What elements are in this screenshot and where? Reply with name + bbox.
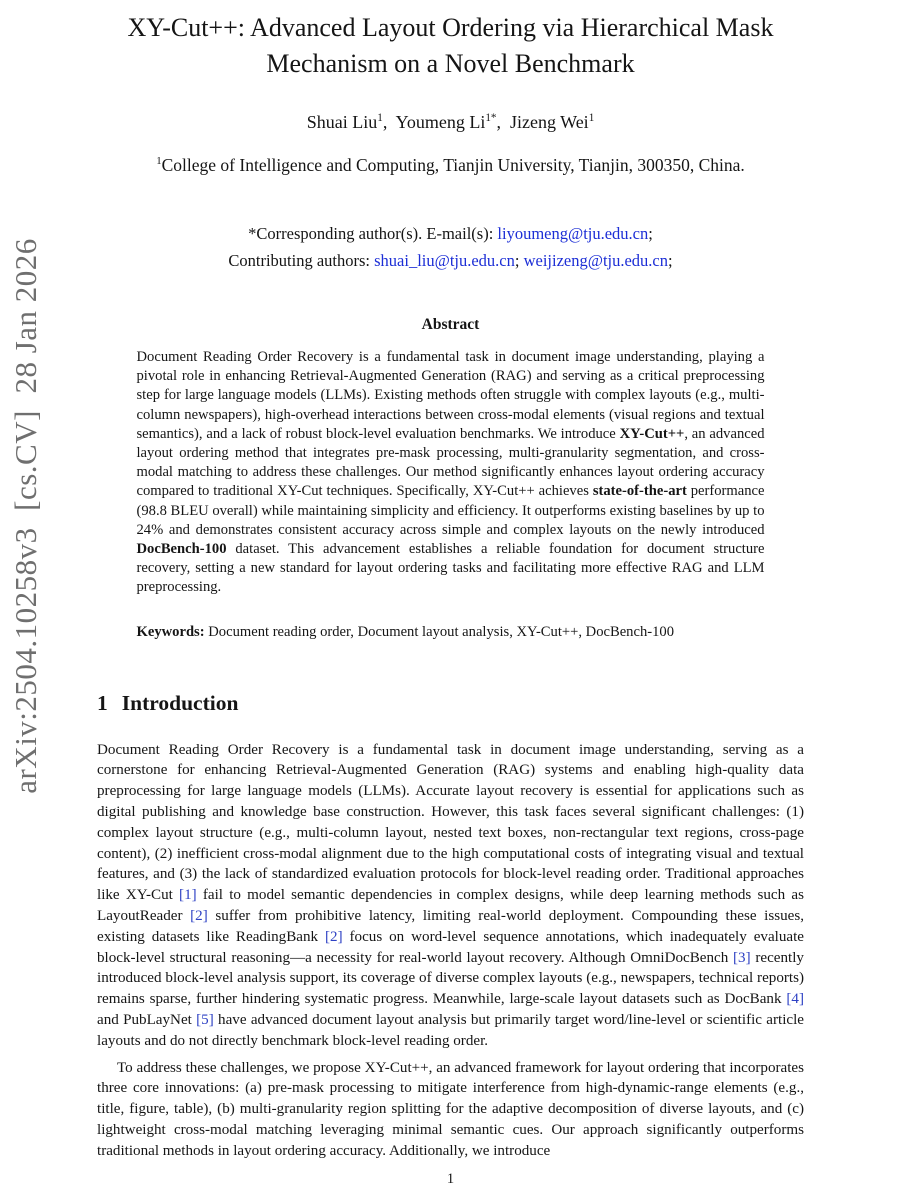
paper-title: XY-Cut++: Advanced Layout Ordering via Hierarchical Mask Mechanism on a Novel Benchmark: [127, 13, 774, 78]
text-run: XY-Cut++: [619, 425, 685, 442]
section-number: 1: [97, 690, 108, 715]
text-run: Document Reading Order Recovery is a fundamental task in document image understanding, serving as a cornerstone for enhancing Retrieval-Augmented Generation (RAG) systems and enabling high-quality data preprocessing for large language models (LLMs). Accurate layout recovery is essential for applications such as digital publishing and knowledge base construction. However, this task faces several significant challenges: (1) complex layout structure (e.g., multi-column layout, nested text boxes, non-rectangular text regions, cross-page content), (2) inefficient cross-modal alignment due to the high computational costs of integrating visual and textual features, and (3) the lack of standardized evaluation protocols for block-level reading order. Traditional approaches like XY-Cut: [97, 741, 804, 904]
citation-link[interactable]: [2]: [325, 928, 343, 945]
text-run: 1: [588, 112, 595, 124]
text-run: ;: [668, 251, 673, 270]
text-run: Keywords:: [136, 623, 205, 640]
text-run: ;: [648, 224, 653, 243]
section-heading-introduction: [97, 691, 804, 716]
affiliation-line: [0, 155, 901, 176]
text-run: recently introduced block-level analysis support, its coverage of diverse complex layouts (e.g., newspapers, technical reports) remains sparse, further hindering systematic progress. Meanwhile, large-scale layout datasets such as DocBank: [97, 949, 804, 1008]
arxiv-watermark: arXiv:2504.10258v3 [cs.CV] 28 Jan 2026: [8, 238, 43, 794]
text-run: Shuai Liu: [306, 112, 378, 132]
email-link[interactable]: shuai_liu@tju.edu.cn: [374, 251, 515, 270]
email-link[interactable]: liyoumeng@tju.edu.cn: [497, 224, 649, 243]
email-link[interactable]: weijizeng@tju.edu.cn: [523, 251, 669, 270]
text-run: focus on word-level sequence annotations, which inadequately evaluate block-level structural reasoning—a necessity for real-world layout recovery. Although OmniDocBench: [97, 928, 804, 966]
text-run: Document Reading Order Recovery is a fundamental task in document image understanding, playing a pivotal role in enhancing Retrieval-Augmented Generation (RAG) and serving as a critical preprocessing step for large language models (LLMs). Existing methods often struggle with complex layouts (e.g., multi-column newspapers), high-overhead interactions between cross-modal elements (visual regions and textual semantics), and a lack of robust block-level evaluation benchmarks. We introduce: [136, 349, 765, 442]
citation-link[interactable]: [4]: [786, 991, 804, 1008]
citation-link[interactable]: [2]: [190, 908, 208, 925]
text-run: *Corresponding author(s). E-mail(s):: [248, 224, 498, 243]
text-run: 1: [377, 112, 383, 124]
text-run: , Youmeng Li: [382, 112, 486, 132]
keywords-line: [137, 624, 765, 641]
citation-link[interactable]: [5]: [196, 1012, 214, 1028]
text-run: performance (98.8 BLEU overall) while maintaining simplicity and efficiency. It outperforms existing baselines by up to 24% and demonstrates consistent accuracy across simple and complex layouts on the newly introduced: [136, 483, 765, 538]
text-run: fail to model semantic dependencies in complex designs, while deep learning methods such as LayoutReader: [97, 887, 804, 925]
text-run: dataset. This advancement establishes a reliable foundation for document structure recovery, setting a new standard for layout ordering tasks and facilitating more effective RAG and LLM preprocessing.: [136, 541, 765, 596]
corresponding-block: [0, 220, 901, 274]
text-run: 1*: [485, 112, 497, 124]
abstract-heading: Abstract: [421, 316, 480, 333]
text-run: Document reading order, Document layout analysis, XY-Cut++, DocBench-100: [204, 623, 674, 640]
text-run: College of Intelligence and Computing, Tianjin University, Tianjin, 300350, China.: [161, 155, 745, 175]
corresponding-author-line: [0, 220, 901, 247]
page-number: 1: [446, 1171, 455, 1187]
text-run: state-of-the-art: [592, 483, 687, 500]
section-heading-label: Introduction: [121, 690, 239, 715]
text-run: have advanced document layout analysis but primarily target word/line-level or scientific article layouts and do not directly benchmark block-level reading order.: [97, 1012, 804, 1049]
text-run: and PubLayNet: [97, 1012, 197, 1028]
contributing-authors-line: [0, 247, 901, 274]
intro-paragraph-2: [97, 1058, 804, 1162]
intro-paragraph-1: [97, 740, 804, 1052]
text-run: , an advanced layout ordering method that integrates pre-mask processing, multi-granularity segmentation, and cross-modal matching to address these challenges. Our method significantly enhances layout ordering accuracy compared to traditional XY-Cut techniques. Specifically, XY-Cut++ achieves: [136, 425, 765, 500]
text-run: Contributing authors:: [228, 251, 375, 270]
text-run: ;: [514, 251, 524, 270]
authors-line: [0, 112, 901, 133]
text-run: DocBench-100: [136, 541, 227, 558]
abstract-text: [137, 348, 765, 598]
text-run: To address these challenges, we propose XY-Cut++, an advanced framework for layout ordering that incorporates three core innovations: (a) pre-mask processing to mitigate interference from high-dynamic-range elements (e.g., title, figure, table), (b) multi-granularity region splitting for the adaptive decomposition of diverse layouts, and (c) lightweight cross-modal matching leveraging minimal semantic cues. Our approach significantly outperforms traditional methods in layout ordering accuracy. Additionally, we introduce: [97, 1059, 804, 1159]
citation-link[interactable]: [3]: [733, 949, 751, 966]
text-run: 1: [156, 155, 162, 168]
citation-link[interactable]: [1]: [179, 887, 197, 904]
text-run: suffer from prohibitive latency, limiting real-world deployment. Compounding these issues, existing datasets like ReadingBank: [97, 908, 804, 945]
text-run: , Jizeng Wei: [496, 112, 589, 132]
